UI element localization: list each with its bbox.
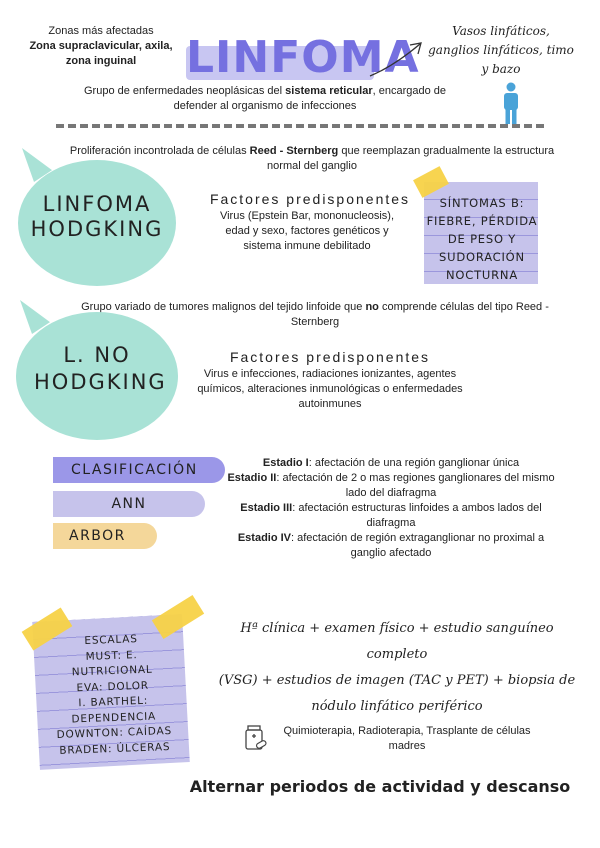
stage-name: Estadio IV	[237, 532, 292, 544]
scales-line: I. BARTHEL:	[78, 694, 149, 710]
non-hodgkin-intro-bold: no	[365, 301, 379, 313]
scales-note-text	[38, 630, 188, 759]
section-divider	[56, 124, 544, 128]
stage-name: Estadio I	[262, 457, 309, 469]
scales-line: DEPENDENCIA	[71, 710, 157, 725]
scales-line: DOWNTON: CAÍDAS	[56, 724, 173, 741]
diagnosis-line: (VSG) + estudios de imagen (TAC y PET) + biopsia de	[218, 673, 576, 688]
definition-text: Grupo de enfermedades neoplásicas del	[83, 85, 286, 97]
non-hodgkin-intro-text-end: comprende células del tipo Reed - Sternberg	[290, 301, 549, 328]
stage-text: : afectación estructuras linfoides a ambos lados del diafragma	[292, 502, 542, 529]
vessels-note: Vasos linfáticos, ganglios linfáticos, timo y bazo	[428, 24, 574, 76]
title-block	[186, 30, 420, 86]
stage-name: Estadio III	[240, 502, 293, 514]
lymphoma-definition	[70, 84, 460, 114]
page-title: LINFOMA	[186, 32, 420, 83]
stage-item	[226, 456, 556, 471]
non-hodgkin-factors-title: Factores predisponentes	[229, 349, 431, 365]
medicine-icon	[243, 724, 267, 752]
symptoms-note-text: SÍNTOMAS B: FIEBRE, PÉRDIDA DE PESO Y SUDORACIÓN NOCTURNA	[426, 196, 538, 282]
diagnosis-text	[212, 616, 582, 720]
stage-text: : afectación de una región ganglionar única	[308, 457, 520, 469]
hodgkin-bubble-label: LINFOMA HODGKING	[30, 192, 164, 241]
diagnosis-line: nódulo linfático periférico	[311, 699, 483, 714]
hodgkin-intro-text: Proliferación incontrolada de células	[69, 145, 250, 157]
stage-item	[226, 471, 556, 501]
diagnosis-line: Hª clínica + examen físico + estudio sanguíneo completo	[240, 621, 554, 662]
stage-item	[226, 501, 556, 531]
hodgkin-factors-text: Virus (Epstein Bar, mononucleosis), edad y sexo, factores genéticos y sistema inmune debilitado	[219, 210, 395, 252]
hodgkin-intro-bold: Reed - Sternberg	[249, 145, 339, 157]
hodgkin-intro-text-end: que reemplazan gradualmente la estructura normal del ganglio	[267, 145, 555, 172]
classification-label: CLASIFICACIÓN	[53, 457, 225, 483]
stage-text: : afectación de región extraganglionar no proximal a ganglio afectado	[291, 532, 545, 559]
affected-zones-block	[22, 24, 180, 69]
scales-line: EVA: DOLOR	[76, 679, 150, 694]
non-hodgkin-factors-text: Virus e infecciones, radiaciones ionizantes, agentes químicos, alteraciones inmunológicas o enfermedades autoinmunes	[197, 368, 463, 410]
arbor-label: ARBOR	[53, 523, 157, 549]
non-hodgkin-intro-text: Grupo variado de tumores malignos del tejido linfoide que	[81, 301, 366, 313]
footer-text: Alternar periodos de actividad y descanso	[189, 777, 571, 796]
person-icon	[501, 82, 521, 126]
ann-label: ANN	[53, 491, 205, 517]
definition-text-end: , encargado de defender al organismo de infecciones	[173, 85, 446, 112]
scales-line: BRADEN: ÚLCERAS	[59, 740, 171, 757]
definition-bold: sistema reticular	[285, 85, 373, 97]
stage-text: : afectación de 2 o mas regiones ganglionares del mismo lado del diafragma	[276, 472, 555, 499]
non-hodgkin-bubble-label: L. NO HODGKING	[34, 343, 167, 394]
scales-line: NUTRICIONAL	[71, 663, 153, 679]
stages-list	[226, 456, 556, 561]
hodgkin-factors-title: Factores predisponentes	[209, 191, 411, 207]
affected-zones-text: Zona supraclavicular, axila, zona inguinal	[29, 40, 173, 67]
stage-name: Estadio II	[227, 472, 277, 484]
stage-item	[226, 531, 556, 561]
scales-line: MUST: E.	[85, 648, 138, 663]
scales-line: ESCALAS	[84, 633, 138, 647]
arrow-icon	[366, 36, 426, 80]
treatment-text: Quimioterapia, Radioterapia, Trasplante de células madres	[283, 725, 531, 752]
affected-zones-label: Zonas más afectadas	[48, 25, 154, 37]
